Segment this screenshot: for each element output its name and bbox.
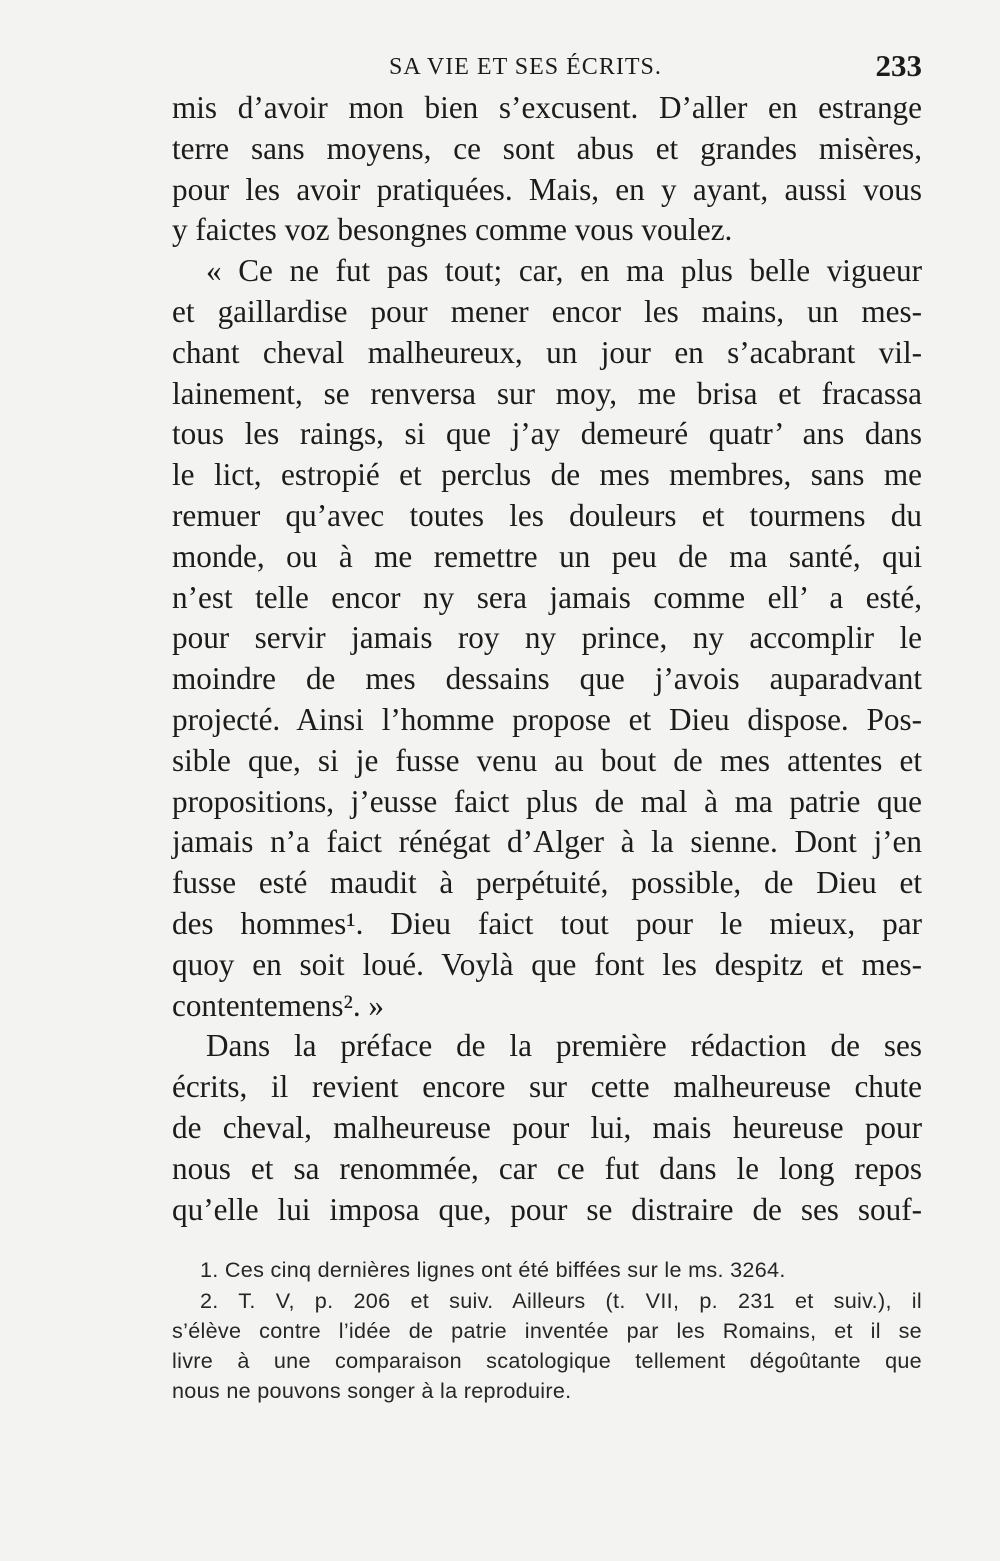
text-line: mis d’avoir mon bien s’excusent. D’aller en estrange bbox=[172, 90, 922, 125]
text-line: écrits, il revient encore sur cette malheureuse chute bbox=[172, 1069, 922, 1105]
text-line: qu’elle lui imposa que, pour se distraire de ses souf- bbox=[172, 1191, 922, 1227]
text-line: quoy en soit loué. Voylà que font les despitz et mes- bbox=[172, 946, 922, 982]
footnote-line: 2. T. V, p. 206 et suiv. Ailleurs (t. VII, p. 231 et suiv.), il bbox=[200, 1287, 922, 1313]
footnotes bbox=[172, 1255, 922, 1406]
text-line: y faictes voz besongnes comme vous voulez. bbox=[172, 212, 733, 248]
body-text bbox=[172, 88, 922, 1230]
text-line: lainement, se renversa sur moy, me brisa et fracassa bbox=[172, 375, 922, 411]
text-line: remuer qu’avec toutes les douleurs et tourmens du bbox=[172, 497, 922, 533]
footnote-line: livre à une comparaison scatologique tellement dégoûtante que bbox=[172, 1347, 922, 1373]
text-line: projecté. Ainsi l’homme propose et Dieu dispose. Pos- bbox=[172, 701, 922, 737]
text-line: chant cheval malheureux, un jour en s’acabrant vil- bbox=[172, 334, 922, 370]
text-line: monde, ou à me remettre un peu de ma santé, qui bbox=[172, 538, 922, 574]
text-line: et gaillardise pour mener encor les mains, un mes- bbox=[172, 293, 922, 329]
text-line: tous les raings, si que j’ay demeuré quatr’ ans dans bbox=[172, 416, 922, 452]
text-line: « Ce ne fut pas tout; car, en ma plus belle vigueur bbox=[206, 253, 922, 289]
running-title: SA VIE ET SES ÉCRITS. bbox=[389, 54, 662, 80]
text-line: moindre de mes dessains que j’avois auparadvant bbox=[172, 661, 922, 697]
text-line: Dans la préface de la première rédaction de ses bbox=[206, 1028, 922, 1064]
text-line: nous et sa renommée, car ce fut dans le long repos bbox=[172, 1150, 922, 1186]
text-line: terre sans moyens, ce sont abus et grandes misères, bbox=[172, 130, 922, 166]
text-line: contentemens². » bbox=[172, 987, 385, 1023]
text-line: jamais n’a faict rénégat d’Alger à la sienne. Dont j’en bbox=[172, 824, 922, 860]
text-line: n’est telle encor ny sera jamais comme ell’ a esté, bbox=[172, 579, 922, 615]
text-line: propositions, j’eusse faict plus de mal à ma patrie que bbox=[172, 783, 922, 819]
text-line: pour servir jamais roy ny prince, ny accomplir le bbox=[172, 620, 922, 656]
text-line: sible que, si je fusse venu au bout de mes attentes et bbox=[172, 742, 922, 778]
running-head bbox=[172, 40, 922, 88]
text-line: fusse esté maudit à perpétuité, possible, de Dieu et bbox=[172, 865, 922, 901]
page-number: 233 bbox=[875, 48, 922, 83]
footnote-line: 1. Ces cinq dernières lignes ont été biffées sur le ms. 3264. bbox=[200, 1257, 786, 1283]
book-page bbox=[172, 40, 922, 1406]
text-line: des hommes¹. Dieu faict tout pour le mieux, par bbox=[172, 905, 922, 941]
text-line: de cheval, malheureuse pour lui, mais heureuse pour bbox=[172, 1109, 922, 1145]
text-line: pour les avoir pratiquées. Mais, en y ayant, aussi vous bbox=[172, 171, 922, 207]
footnote-line: s’élève contre l’idée de patrie inventée par les Romains, et il se bbox=[172, 1317, 922, 1343]
text-line: le lict, estropié et perclus de mes membres, sans me bbox=[172, 457, 922, 493]
footnote-line: nous ne pouvons songer à la reproduire. bbox=[172, 1378, 572, 1404]
